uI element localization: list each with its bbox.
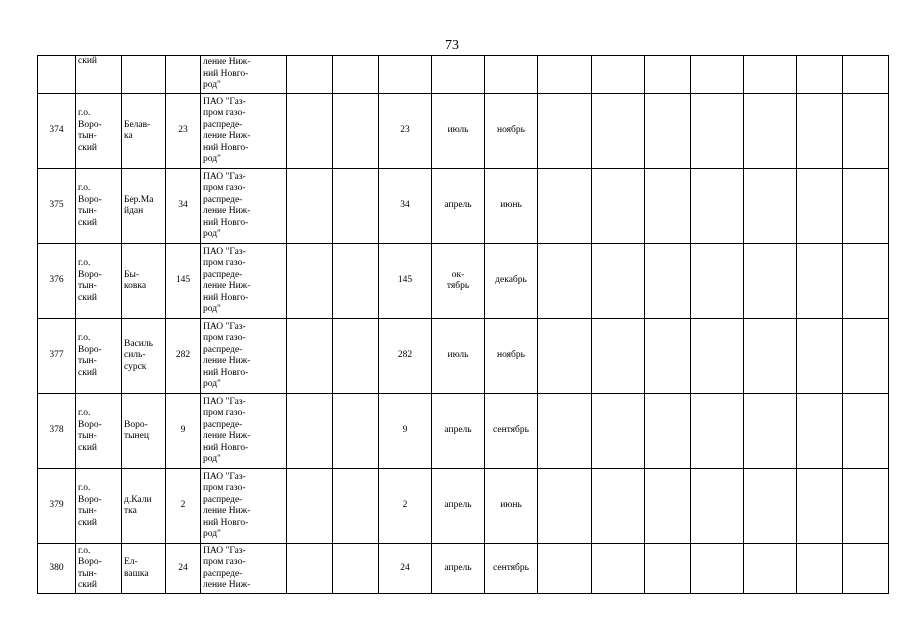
- table-cell-empty: [645, 169, 691, 244]
- data-table: [37, 55, 889, 594]
- cell-text-start: июль: [447, 125, 469, 136]
- table-cell-empty: [592, 94, 645, 169]
- cell-text-settlement: Бы- ковка: [124, 269, 147, 291]
- table-cell-settlement: [122, 469, 166, 544]
- table-cell-qty: [166, 244, 201, 319]
- table-cell-start: [432, 469, 485, 544]
- table-cell-empty: [797, 394, 843, 469]
- table-cell-org: [201, 56, 287, 94]
- table-cell-num: [38, 394, 76, 469]
- table-cell-empty: [592, 544, 645, 594]
- table-cell-start: [432, 394, 485, 469]
- cell-text-start: июль: [447, 350, 469, 361]
- table-cell-empty: [592, 394, 645, 469]
- table-cell-org: [201, 94, 287, 169]
- table-cell-org: [201, 394, 287, 469]
- table-cell-settlement: [122, 94, 166, 169]
- cell-text-qty2: 23: [400, 125, 410, 136]
- cell-text-district: ский: [78, 56, 97, 66]
- table-cell-start: [432, 319, 485, 394]
- cell-text-qty2: 34: [400, 200, 410, 211]
- table-cell-settlement: [122, 319, 166, 394]
- cell-text-start: апрель: [444, 200, 472, 211]
- cell-text-num: 374: [49, 125, 64, 136]
- table-cell-district: [76, 394, 122, 469]
- table-cell-qty2: [379, 469, 432, 544]
- table-cell-empty: [538, 169, 592, 244]
- cell-text-org: ПАО "Газ- пром газо- распреде- ление Ниж- ний Новго- род": [203, 471, 251, 539]
- cell-text-num: 378: [49, 425, 64, 436]
- cell-text-qty2: 24: [400, 562, 410, 573]
- table-cell-end: [485, 544, 538, 594]
- table-cell-empty: [287, 169, 333, 244]
- cell-text-start: апрель: [444, 500, 472, 511]
- table-cell-empty: [333, 169, 379, 244]
- table-cell-empty: [691, 469, 744, 544]
- table-cell-empty: [645, 319, 691, 394]
- table-cell-empty: [843, 169, 889, 244]
- table-cell-empty: [797, 319, 843, 394]
- table-cell-empty: [592, 469, 645, 544]
- table-cell-qty: [166, 169, 201, 244]
- table-cell-empty: [843, 56, 889, 94]
- table-cell-empty: [691, 169, 744, 244]
- table-cell-start: [432, 94, 485, 169]
- table-cell-qty2: [379, 56, 432, 94]
- cell-text-end: декабрь: [495, 275, 527, 286]
- table-cell-empty: [691, 544, 744, 594]
- cell-text-org: ПАО "Газ- пром газо- распреде- ление Ниж- ний Новго- род": [203, 396, 251, 464]
- table-cell-district: [76, 56, 122, 94]
- table-row: [38, 94, 889, 169]
- table-cell-empty: [645, 94, 691, 169]
- table-cell-num: [38, 244, 76, 319]
- table-cell-empty: [287, 56, 333, 94]
- cell-text-qty: 282: [175, 350, 191, 361]
- table-cell-empty: [333, 244, 379, 319]
- cell-text-org: ПАО "Газ- пром газо- распреде- ление Ниж-: [203, 545, 251, 590]
- table-cell-settlement: [122, 244, 166, 319]
- table-cell-end: [485, 319, 538, 394]
- table-cell-empty: [797, 169, 843, 244]
- table-cell-qty2: [379, 169, 432, 244]
- table-cell-empty: [287, 544, 333, 594]
- table-cell-empty: [538, 394, 592, 469]
- table-cell-qty: [166, 394, 201, 469]
- table-cell-empty: [645, 244, 691, 319]
- cell-text-settlement: Василь силь- сурск: [124, 338, 153, 372]
- cell-text-qty: 9: [180, 425, 186, 436]
- cell-text-qty2: 145: [397, 275, 413, 286]
- table-cell-empty: [538, 94, 592, 169]
- table-cell-empty: [538, 56, 592, 94]
- table-cell-empty: [333, 469, 379, 544]
- cell-text-settlement: Воро- тынец: [124, 419, 149, 441]
- table-cell-empty: [691, 319, 744, 394]
- table-cell-empty: [797, 469, 843, 544]
- cell-text-district: г.о. Воро- тын- ский: [78, 483, 102, 528]
- table-cell-org: [201, 469, 287, 544]
- cell-text-qty: 145: [175, 275, 191, 286]
- table-cell-empty: [538, 544, 592, 594]
- table-cell-empty: [287, 319, 333, 394]
- cell-text-end: ноябрь: [497, 125, 525, 136]
- cell-text-end: ноябрь: [497, 350, 525, 361]
- table-cell-qty2: [379, 319, 432, 394]
- table-cell-empty: [843, 544, 889, 594]
- table-cell-empty: [843, 94, 889, 169]
- table-cell-empty: [287, 469, 333, 544]
- cell-text-start: ок- тябрь: [446, 269, 470, 291]
- cell-text-num: 376: [49, 275, 64, 286]
- table-cell-empty: [645, 544, 691, 594]
- table-cell-qty2: [379, 394, 432, 469]
- page-number: 73: [445, 38, 459, 53]
- cell-text-qty: 34: [178, 200, 188, 211]
- table-cell-empty: [744, 169, 797, 244]
- table-cell-qty: [166, 319, 201, 394]
- table-cell-empty: [333, 94, 379, 169]
- table-row: [38, 544, 889, 594]
- cell-text-start: апрель: [444, 425, 472, 436]
- table-cell-end: [485, 56, 538, 94]
- table-cell-empty: [592, 169, 645, 244]
- cell-text-district: г.о. Воро- тын- ский: [78, 108, 102, 153]
- table-cell-empty: [744, 544, 797, 594]
- cell-text-end: сентябрь: [493, 562, 529, 573]
- cell-text-org: ПАО "Газ- пром газо- распреде- ление Ниж- ний Новго- род": [203, 246, 251, 314]
- cell-text-qty2: 282: [397, 350, 413, 361]
- table-cell-end: [485, 94, 538, 169]
- cell-text-org: ление Ниж- ний Новго- род": [203, 57, 251, 91]
- table-cell-empty: [287, 94, 333, 169]
- cell-text-settlement: д.Кали тка: [124, 494, 152, 516]
- cell-text-qty2: 9: [402, 425, 408, 436]
- cell-text-settlement: Белав- ка: [124, 119, 151, 141]
- cell-text-settlement: Ел- вашка: [124, 557, 149, 579]
- table-cell-qty: [166, 94, 201, 169]
- cell-text-qty: 2: [180, 500, 186, 511]
- table-cell-qty2: [379, 244, 432, 319]
- table-cell-empty: [744, 244, 797, 319]
- table-cell-district: [76, 544, 122, 594]
- table-cell-settlement: [122, 56, 166, 94]
- cell-text-num: 377: [49, 350, 64, 361]
- table-cell-empty: [333, 394, 379, 469]
- cell-text-end: сентябрь: [493, 425, 529, 436]
- cell-text-district: г.о. Воро- тын- ский: [78, 258, 102, 303]
- table-cell-district: [76, 469, 122, 544]
- cell-text-end: июнь: [500, 500, 522, 511]
- table-cell-start: [432, 244, 485, 319]
- table-cell-org: [201, 544, 287, 594]
- table-cell-empty: [538, 469, 592, 544]
- table-cell-start: [432, 544, 485, 594]
- table-cell-empty: [797, 544, 843, 594]
- table-cell-num: [38, 94, 76, 169]
- cell-text-org: ПАО "Газ- пром газо- распреде- ление Ниж- ний Новго- род": [203, 171, 251, 239]
- table-cell-empty: [645, 394, 691, 469]
- table-row: [38, 244, 889, 319]
- table-cell-district: [76, 169, 122, 244]
- table-cell-empty: [592, 319, 645, 394]
- cell-text-district: г.о. Воро- тын- ский: [78, 333, 102, 378]
- table-cell-empty: [744, 394, 797, 469]
- table-cell-num: [38, 319, 76, 394]
- table-cell-district: [76, 94, 122, 169]
- cell-text-district: г.о. Воро- тын- ский: [78, 183, 102, 228]
- table-row: [38, 319, 889, 394]
- cell-text-org: ПАО "Газ- пром газо- распреде- ление Ниж- ний Новго- род": [203, 96, 251, 164]
- table-cell-empty: [645, 469, 691, 544]
- table-cell-empty: [843, 319, 889, 394]
- table-cell-empty: [287, 244, 333, 319]
- table-cell-end: [485, 169, 538, 244]
- table-cell-empty: [797, 56, 843, 94]
- table-cell-empty: [691, 94, 744, 169]
- table-cell-empty: [645, 56, 691, 94]
- table-cell-settlement: [122, 544, 166, 594]
- table-cell-settlement: [122, 394, 166, 469]
- cell-text-settlement: Бер.Ма йдан: [124, 194, 154, 216]
- table-row: [38, 169, 889, 244]
- table-cell-empty: [843, 244, 889, 319]
- table-cell-num: [38, 56, 76, 94]
- table-cell-empty: [843, 394, 889, 469]
- table-cell-empty: [691, 244, 744, 319]
- table-cell-qty: [166, 56, 201, 94]
- table-cell-end: [485, 244, 538, 319]
- cell-text-qty: 24: [178, 562, 188, 573]
- table-cell-empty: [797, 244, 843, 319]
- table-cell-settlement: [122, 169, 166, 244]
- table-cell-empty: [333, 319, 379, 394]
- table-cell-org: [201, 244, 287, 319]
- table-cell-num: [38, 169, 76, 244]
- table-cell-end: [485, 394, 538, 469]
- cell-text-start: апрель: [444, 562, 472, 573]
- table-cell-empty: [744, 94, 797, 169]
- table-cell-qty: [166, 544, 201, 594]
- table-cell-start: [432, 169, 485, 244]
- table-row: [38, 469, 889, 544]
- table-cell-start: [432, 56, 485, 94]
- cell-text-district: г.о. Воро- тын- ский: [78, 545, 102, 590]
- table-cell-num: [38, 544, 76, 594]
- table-cell-empty: [797, 94, 843, 169]
- table-cell-org: [201, 319, 287, 394]
- table-cell-empty: [744, 56, 797, 94]
- cell-text-qty2: 2: [402, 500, 408, 511]
- table-cell-empty: [538, 319, 592, 394]
- table-cell-empty: [691, 56, 744, 94]
- table-row: [38, 394, 889, 469]
- table-row: [38, 56, 889, 94]
- table-cell-district: [76, 244, 122, 319]
- table-cell-empty: [744, 319, 797, 394]
- table-cell-qty: [166, 469, 201, 544]
- table-cell-empty: [333, 56, 379, 94]
- table-cell-empty: [333, 544, 379, 594]
- table-cell-end: [485, 469, 538, 544]
- table-cell-num: [38, 469, 76, 544]
- cell-text-org: ПАО "Газ- пром газо- распреде- ление Ниж- ний Новго- род": [203, 321, 251, 389]
- table-cell-empty: [287, 394, 333, 469]
- cell-text-num: 380: [49, 562, 64, 573]
- table-cell-qty2: [379, 94, 432, 169]
- table-cell-org: [201, 169, 287, 244]
- cell-text-qty: 23: [178, 125, 188, 136]
- cell-text-end: июнь: [500, 200, 522, 211]
- table-cell-empty: [744, 469, 797, 544]
- table-cell-empty: [592, 56, 645, 94]
- cell-text-num: 379: [49, 500, 64, 511]
- table-cell-qty2: [379, 544, 432, 594]
- table-cell-empty: [843, 469, 889, 544]
- cell-text-num: 375: [49, 200, 64, 211]
- table-cell-empty: [592, 244, 645, 319]
- table-cell-empty: [691, 394, 744, 469]
- cell-text-district: г.о. Воро- тын- ский: [78, 408, 102, 453]
- table-cell-district: [76, 319, 122, 394]
- table-cell-empty: [538, 244, 592, 319]
